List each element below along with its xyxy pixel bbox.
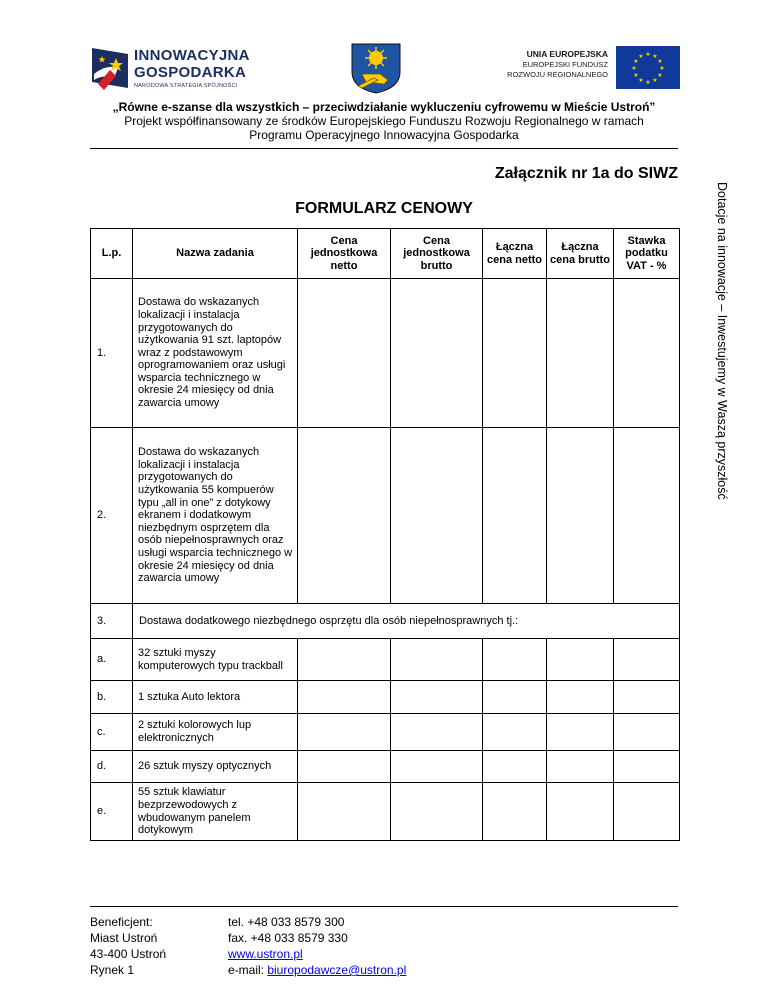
row-lp: 2. <box>91 428 133 604</box>
ig-logo-line2: GOSPODARKA <box>134 64 247 81</box>
eu-flag-icon <box>616 46 680 89</box>
svg-text:★: ★ <box>638 53 644 60</box>
svg-text:★: ★ <box>638 77 644 84</box>
project-title: „Równe e-szanse dla wszystkich – przeciwdziałanie wykluczeniu cyfrowemu w Mieście Ustroń” <box>112 100 656 114</box>
table-row <box>91 279 680 428</box>
footer-divider <box>90 906 678 907</box>
header-total-gross: Łączna cena brutto <box>547 229 614 279</box>
table-row <box>91 604 680 639</box>
row-lp: b. <box>91 681 133 714</box>
cell-total-net[interactable] <box>483 639 547 681</box>
row-section-description: Dostawa dodatkowego niezbędnego osprzętu dla osób niepełnosprawnych tj.: <box>133 604 680 639</box>
ig-logo-line3: NARODOWA STRATEGIA SPÓJNOŚCI <box>134 83 238 89</box>
header-unit-net: Cena jednostkowa netto <box>298 229 391 279</box>
table-row <box>91 428 680 604</box>
cell-unit-net[interactable] <box>298 639 391 681</box>
cell-unit-net[interactable] <box>298 714 391 751</box>
footer-website-link[interactable]: www.ustron.pl <box>228 947 303 961</box>
cell-total-gross[interactable] <box>547 751 614 783</box>
cell-unit-gross[interactable] <box>391 714 483 751</box>
svg-text:★: ★ <box>645 79 651 86</box>
cell-unit-net[interactable] <box>298 783 391 841</box>
svg-text:★: ★ <box>657 72 663 79</box>
project-cofinancing-line2: Programu Operacyjnego Innowacyjna Gospodarka <box>249 128 519 142</box>
ustron-crest <box>344 42 408 94</box>
header-total-net: Łączna cena netto <box>483 229 547 279</box>
header-lp: L.p. <box>91 229 133 279</box>
cell-vat[interactable] <box>614 783 680 841</box>
cell-unit-gross[interactable] <box>391 279 483 428</box>
svg-text:★: ★ <box>659 65 665 72</box>
footer-contact <box>228 914 406 978</box>
row-task-name: 55 sztuk klawiatur bezprzewodowych z wbudowanym panelem dotykowym <box>133 783 298 841</box>
ig-logo-line1: INNOWACYJNA <box>134 47 250 64</box>
cell-unit-net[interactable] <box>298 751 391 783</box>
table-row <box>91 751 680 783</box>
footer-street: Rynek 1 <box>90 963 135 977</box>
cell-vat[interactable] <box>614 639 680 681</box>
row-task-name: 1 sztuka Auto lektora <box>133 681 298 714</box>
innowacyjna-gospodarka-logo <box>88 44 258 94</box>
row-task-name: Dostawa do wskazanych lokalizacji i instalacja przygotowanych do użytkowania 55 kompuerów typu „all in one” z dotykowy ekranem i dodatkowym niezbędnym osprzętem dla osób niepełnosprawnych oraz usługi wsparcia technicznego w okresie 24 miesięcy od dnia zawarcia umowy <box>133 428 298 604</box>
cell-unit-gross[interactable] <box>391 681 483 714</box>
svg-text:★: ★ <box>633 58 639 65</box>
footer-beneficiary-name: Miast Ustroń <box>90 931 158 945</box>
cell-total-gross[interactable] <box>547 783 614 841</box>
row-lp: c. <box>91 714 133 751</box>
row-task-name: 2 sztuki kolorowych lup elektronicznych <box>133 714 298 751</box>
cell-unit-net[interactable] <box>298 428 391 604</box>
cell-vat[interactable] <box>614 681 680 714</box>
cell-total-gross[interactable] <box>547 714 614 751</box>
svg-text:★: ★ <box>652 77 658 84</box>
cell-unit-gross[interactable] <box>391 751 483 783</box>
row-task-name: 32 sztuki myszy komputerowych typu trackball <box>133 639 298 681</box>
cell-unit-gross[interactable] <box>391 639 483 681</box>
footer-beneficiary <box>90 914 166 978</box>
cell-total-net[interactable] <box>483 681 547 714</box>
page-title: FORMULARZ CENOWY <box>295 200 473 217</box>
cell-total-net[interactable] <box>483 714 547 751</box>
cell-vat[interactable] <box>614 428 680 604</box>
cell-unit-net[interactable] <box>298 279 391 428</box>
cell-total-gross[interactable] <box>547 279 614 428</box>
header-divider <box>90 148 678 149</box>
cell-total-net[interactable] <box>483 279 547 428</box>
row-lp: 3. <box>91 604 133 639</box>
table-row <box>91 714 680 751</box>
side-slogan-text: Dotacje na innowacje – Inwestujemy w Waszą przyszłość <box>715 182 729 500</box>
table-header-row <box>91 229 680 279</box>
cell-unit-net[interactable] <box>298 681 391 714</box>
annex-label: Załącznik nr 1a do SIWZ <box>494 165 678 182</box>
cell-total-net[interactable] <box>483 751 547 783</box>
cell-vat[interactable] <box>614 714 680 751</box>
eu-logo-line3: ROZWOJU REGIONALNEGO <box>507 70 608 79</box>
svg-text:★: ★ <box>652 53 658 60</box>
footer-email-label: e-mail: <box>228 963 268 977</box>
eu-logo-line2: EUROPEJSKI FUNDUSZ <box>522 60 608 69</box>
cell-total-gross[interactable] <box>547 428 614 604</box>
table-row <box>91 639 680 681</box>
ig-flag-icon <box>88 44 132 94</box>
svg-text:★: ★ <box>633 72 639 79</box>
header-vat: Stawka podatku VAT - % <box>614 229 680 279</box>
footer-phone: tel. +48 033 8579 300 <box>228 915 345 929</box>
crest-shield-icon <box>344 42 408 94</box>
cell-total-gross[interactable] <box>547 639 614 681</box>
cell-total-gross[interactable] <box>547 681 614 714</box>
svg-text:★: ★ <box>657 58 663 65</box>
footer-postal-code: 43-400 Ustroń <box>90 947 167 961</box>
header-unit-gross: Cena jednostkowa brutto <box>391 229 483 279</box>
row-task-name: 26 sztuk myszy optycznych <box>133 751 298 783</box>
eu-logo-line1: UNIA EUROPEJSKA <box>526 49 608 59</box>
price-form-table <box>90 228 679 841</box>
svg-text:★: ★ <box>645 51 651 58</box>
row-lp: e. <box>91 783 133 841</box>
cell-total-net[interactable] <box>483 783 547 841</box>
footer-email-link[interactable]: biuropodawcze@ustron.pl <box>267 963 407 977</box>
cell-unit-gross[interactable] <box>391 783 483 841</box>
svg-text:★: ★ <box>631 65 637 72</box>
eu-logo <box>496 46 680 90</box>
table-row <box>91 783 680 841</box>
row-task-name: Dostawa do wskazanych lokalizacji i instalacja przygotowanych do użytkowania 91 szt. laptopów wraz z podstawowym oprogramowaniem oraz usługi wsparcia technicznego w okresie 24 miesięcy od dnia zawarcia umowy <box>133 279 298 428</box>
cell-unit-gross[interactable] <box>391 428 483 604</box>
row-lp: d. <box>91 751 133 783</box>
footer-beneficiary-label: Beneficjent: <box>90 915 153 929</box>
cell-vat[interactable] <box>614 279 680 428</box>
row-lp: a. <box>91 639 133 681</box>
header-task-name: Nazwa zadania <box>133 229 298 279</box>
project-header <box>80 100 688 142</box>
table-row <box>91 681 680 714</box>
cell-total-net[interactable] <box>483 428 547 604</box>
footer-fax: fax. +48 033 8579 330 <box>228 931 348 945</box>
project-cofinancing-line1: Projekt współfinansowany ze środków Europejskiego Funduszu Rozwoju Regionalnego w ramach <box>124 114 644 128</box>
side-slogan <box>715 182 737 544</box>
row-lp: 1. <box>91 279 133 428</box>
cell-vat[interactable] <box>614 751 680 783</box>
